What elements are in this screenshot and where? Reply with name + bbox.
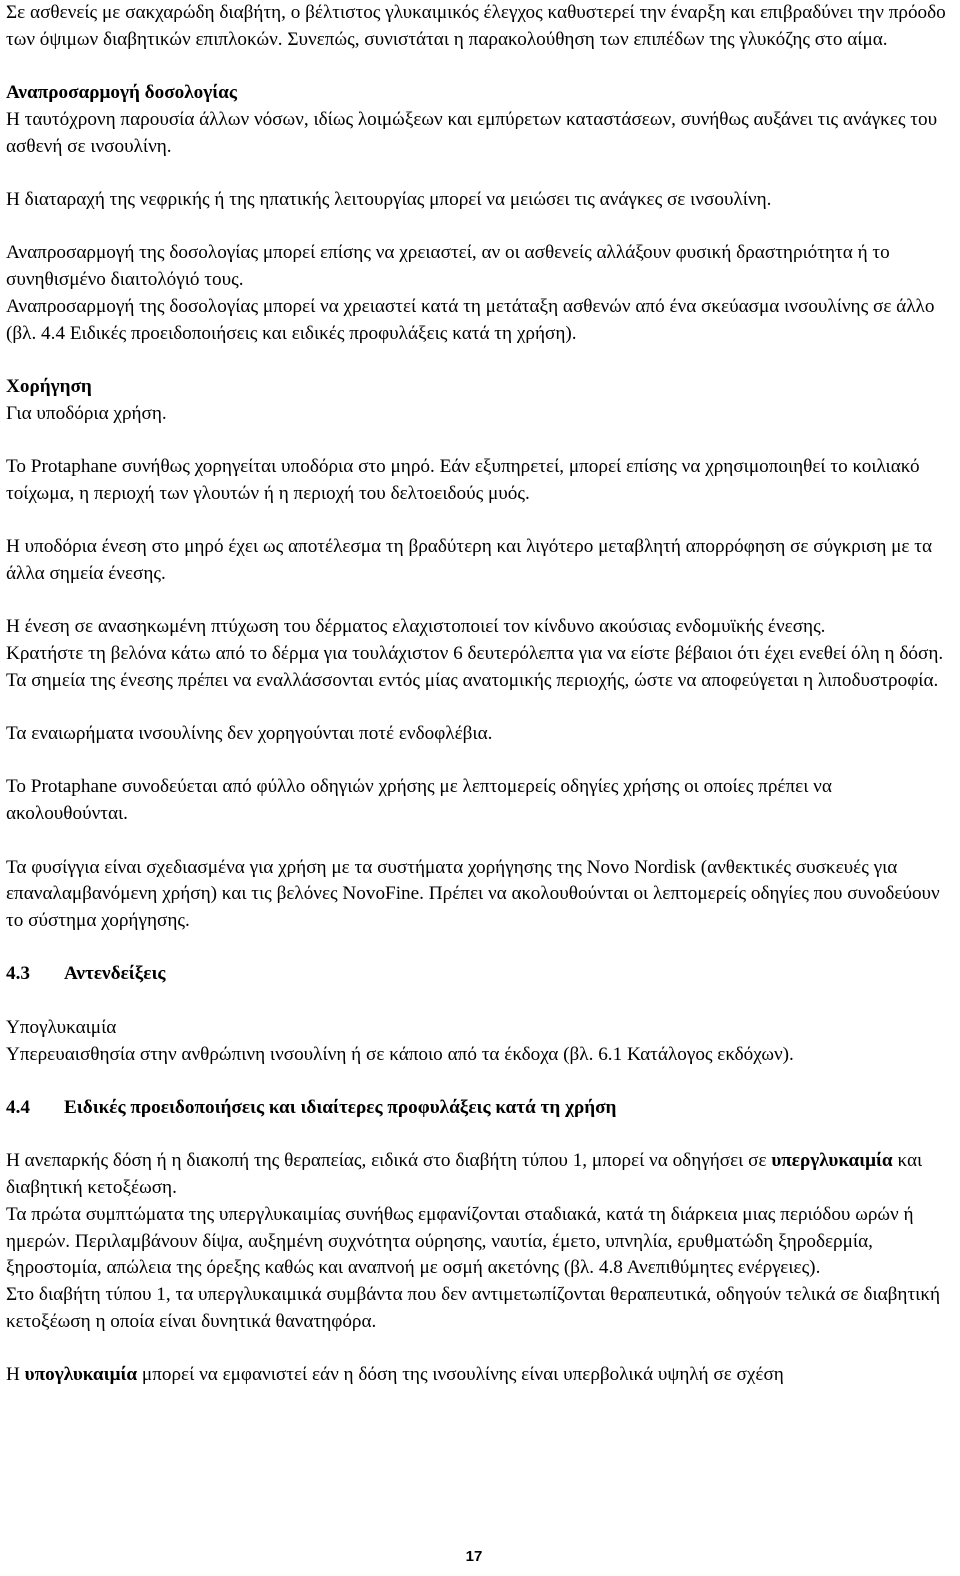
section-heading-4-3 <box>6 961 954 988</box>
bold-term-hyperglycaemia: υπεργλυκαιμία <box>771 1150 893 1172</box>
document-page <box>6 0 954 1389</box>
paragraph-activity-diet: Αναπροσαρμογή της δοσολογίας μπορεί επίσης να χρειαστεί, αν οι ασθενείς αλλάξουν φυσική δραστηριότητα ή το συνηθισμένο διαιτολόγιό τους. <box>6 242 890 291</box>
paragraph-hypoglycaemia: Υπογλυκαιμία <box>6 1016 117 1038</box>
paragraph-skin-fold: Η ένεση σε ανασηκωμένη πτύχωση του δέρματος ελαχιστοποιεί τον κίνδυνο ακούσιας ενδομυϊκής ένεσης. <box>6 616 826 638</box>
section-number: 4.3 <box>6 963 30 985</box>
section-number: 4.4 <box>6 1096 30 1118</box>
heading-dose-adjustment: Αναπροσαρμογή δοσολογίας <box>6 82 237 104</box>
section-heading-4-4 <box>6 1095 954 1122</box>
text-segment: και διαβητική κετοξέωση. <box>6 1150 923 1198</box>
bold-term-hypoglycaemia: υπογλυκαιμία <box>24 1364 138 1386</box>
paragraph-subcutaneous-use: Για υποδόρια χρήση. <box>6 402 167 424</box>
section-title: Ειδικές προειδοποιήσεις και ιδιαίτερες προφυλάξεις κατά τη χρήση <box>64 1096 617 1118</box>
text-segment: μπορεί να εμφανιστεί εάν η δόση της ινσουλίνης είναι υπερβολικά υψηλή σε σχέση <box>137 1364 784 1386</box>
paragraph-type1-ketoacidosis: Στο διαβήτη τύπου 1, τα υπεργλυκαιμικά συμβάντα που δεν αντιμετωπίζονται θεραπευτικά, οδηγούν τελικά σε διαβητική κετοξέωση η οποία είναι δυνητικά θανατηφόρα. <box>6 1284 941 1332</box>
paragraph-transfer: Αναπροσαρμογή της δοσολογίας μπορεί να χρειαστεί κατά τη μετάταξη ασθενών από ένα σκεύασμα ινσουλίνης σε άλλο (βλ. 4.4 Ειδικές προειδοποιήσεις και ειδικές προφυλάξεις κατά τη χρήση). <box>6 295 935 344</box>
paragraph-concurrent-illness: Η ταυτόχρονη παρουσία άλλων νόσων, ιδίως λοιμώξεων και εμπύρετων καταστάσεων, συνήθως αυξάνει τις ανάγκες του ασθενή σε ινσουλίνη. <box>6 108 938 157</box>
paragraph-glycemic-control: Σε ασθενείς με σακχαρώδη διαβήτη, ο βέλτιστος γλυκαιμικός έλεγχος καθυστερεί την έναρξη και επιβραδύνει την πρόοδο των όψιμων διαβητικών επιπλοκών. Συνεπώς, συνιστάται η παρακολούθηση των επιπέδων της γλυκόζης στο αίμα. <box>6 2 946 50</box>
paragraph-renal-hepatic: Η διαταραχή της νεφρικής ή της ηπατικής λειτουργίας μπορεί να μειώσει τις ανάγκες σε ινσουλίνη. <box>6 188 772 210</box>
heading-administration: Χορήγηση <box>6 375 92 397</box>
paragraph-hypersensitivity: Υπερευαισθησία στην ανθρώπινη ινσουλίνη ή σε κάποιο από τα έκδοχα (βλ. 6.1 Κατάλογος εκδόχων). <box>6 1043 794 1065</box>
paragraph-hypoglycaemia-dose <box>6 1362 954 1389</box>
paragraph-injection-sites: Το Protaphane συνήθως χορηγείται υποδόρια στο μηρό. Εάν εξυπηρετεί, μπορεί επίσης να χρησιμοποιηθεί το κοιλιακό τοίχωμα, η περιοχή των γλουτών ή η περιοχή του δελτοειδούς μυός. <box>6 456 920 504</box>
section-title: Αντενδείξεις <box>64 963 166 985</box>
paragraph-inadequate-dose <box>6 1148 954 1202</box>
paragraph-cartridges: Τα φυσίγγια είναι σχεδιασμένα για χρήση με τα συστήματα χορήγησης της Novo Nordisk (ανθεκτικές συσκευές για επαναλαμβανόμενη χρήση) και τις βελόνες NovoFine. Πρέπει να ακολουθούνται οι λεπτομερείς οδηγίες που συνοδεύουν το σύστημα χορήγησης. <box>6 856 940 932</box>
paragraph-needle-hold: Κρατήστε τη βελόνα κάτω από το δέρμα για τουλάχιστον 6 δευτερόλεπτα για να είστε βέβαιοι ότι έχει ενεθεί όλη η δόση. <box>6 643 944 665</box>
paragraph-leaflet: Το Protaphane συνοδεύεται από φύλλο οδηγιών χρήσης με λεπτομερείς οδηγίες χρήσης οι οποίες πρέπει να ακολουθούνται. <box>6 776 832 825</box>
paragraph-thigh-absorption: Η υποδόρια ένεση στο μηρό έχει ως αποτέλεσμα τη βραδύτερη και λιγότερο μεταβλητή απορρόφηση σε σύγκριση με τα άλλα σημεία ένεσης. <box>6 536 933 584</box>
paragraph-first-symptoms: Τα πρώτα συμπτώματα της υπεργλυκαιμίας συνήθως εμφανίζονται σταδιακά, κατά τη διάρκεια μιας περιόδου ωρών ή ημερών. Περιλαμβάνουν δίψα, αυξημένη συχνότητα ούρησης, ναυτία, έμετο, υπνηλία, ερυθματώδη ξηροδερμία, ξηροστομία, απώλεια της όρεξης καθώς και αναπνοή με οσμή ακετόνης (βλ. 4.8 Ανεπιθύμητες ενέργειες). <box>6 1203 914 1279</box>
text-segment: Η <box>6 1364 25 1386</box>
paragraph-site-rotation: Τα σημεία της ένεσης πρέπει να εναλλάσσονται εντός μίας ανατομικής περιοχής, ώστε να αποφεύγεται η λιποδυστροφία. <box>6 669 939 691</box>
text-segment: Η ανεπαρκής δόση ή η διακοπή της θεραπείας, ειδικά στο διαβήτη τύπου 1, μπορεί να οδηγήσει σε <box>6 1150 772 1172</box>
page-number: 17 <box>465 1548 483 1565</box>
paragraph-no-iv: Τα εναιωρήματα ινσουλίνης δεν χορηγούνται ποτέ ενδοφλέβια. <box>6 723 493 745</box>
